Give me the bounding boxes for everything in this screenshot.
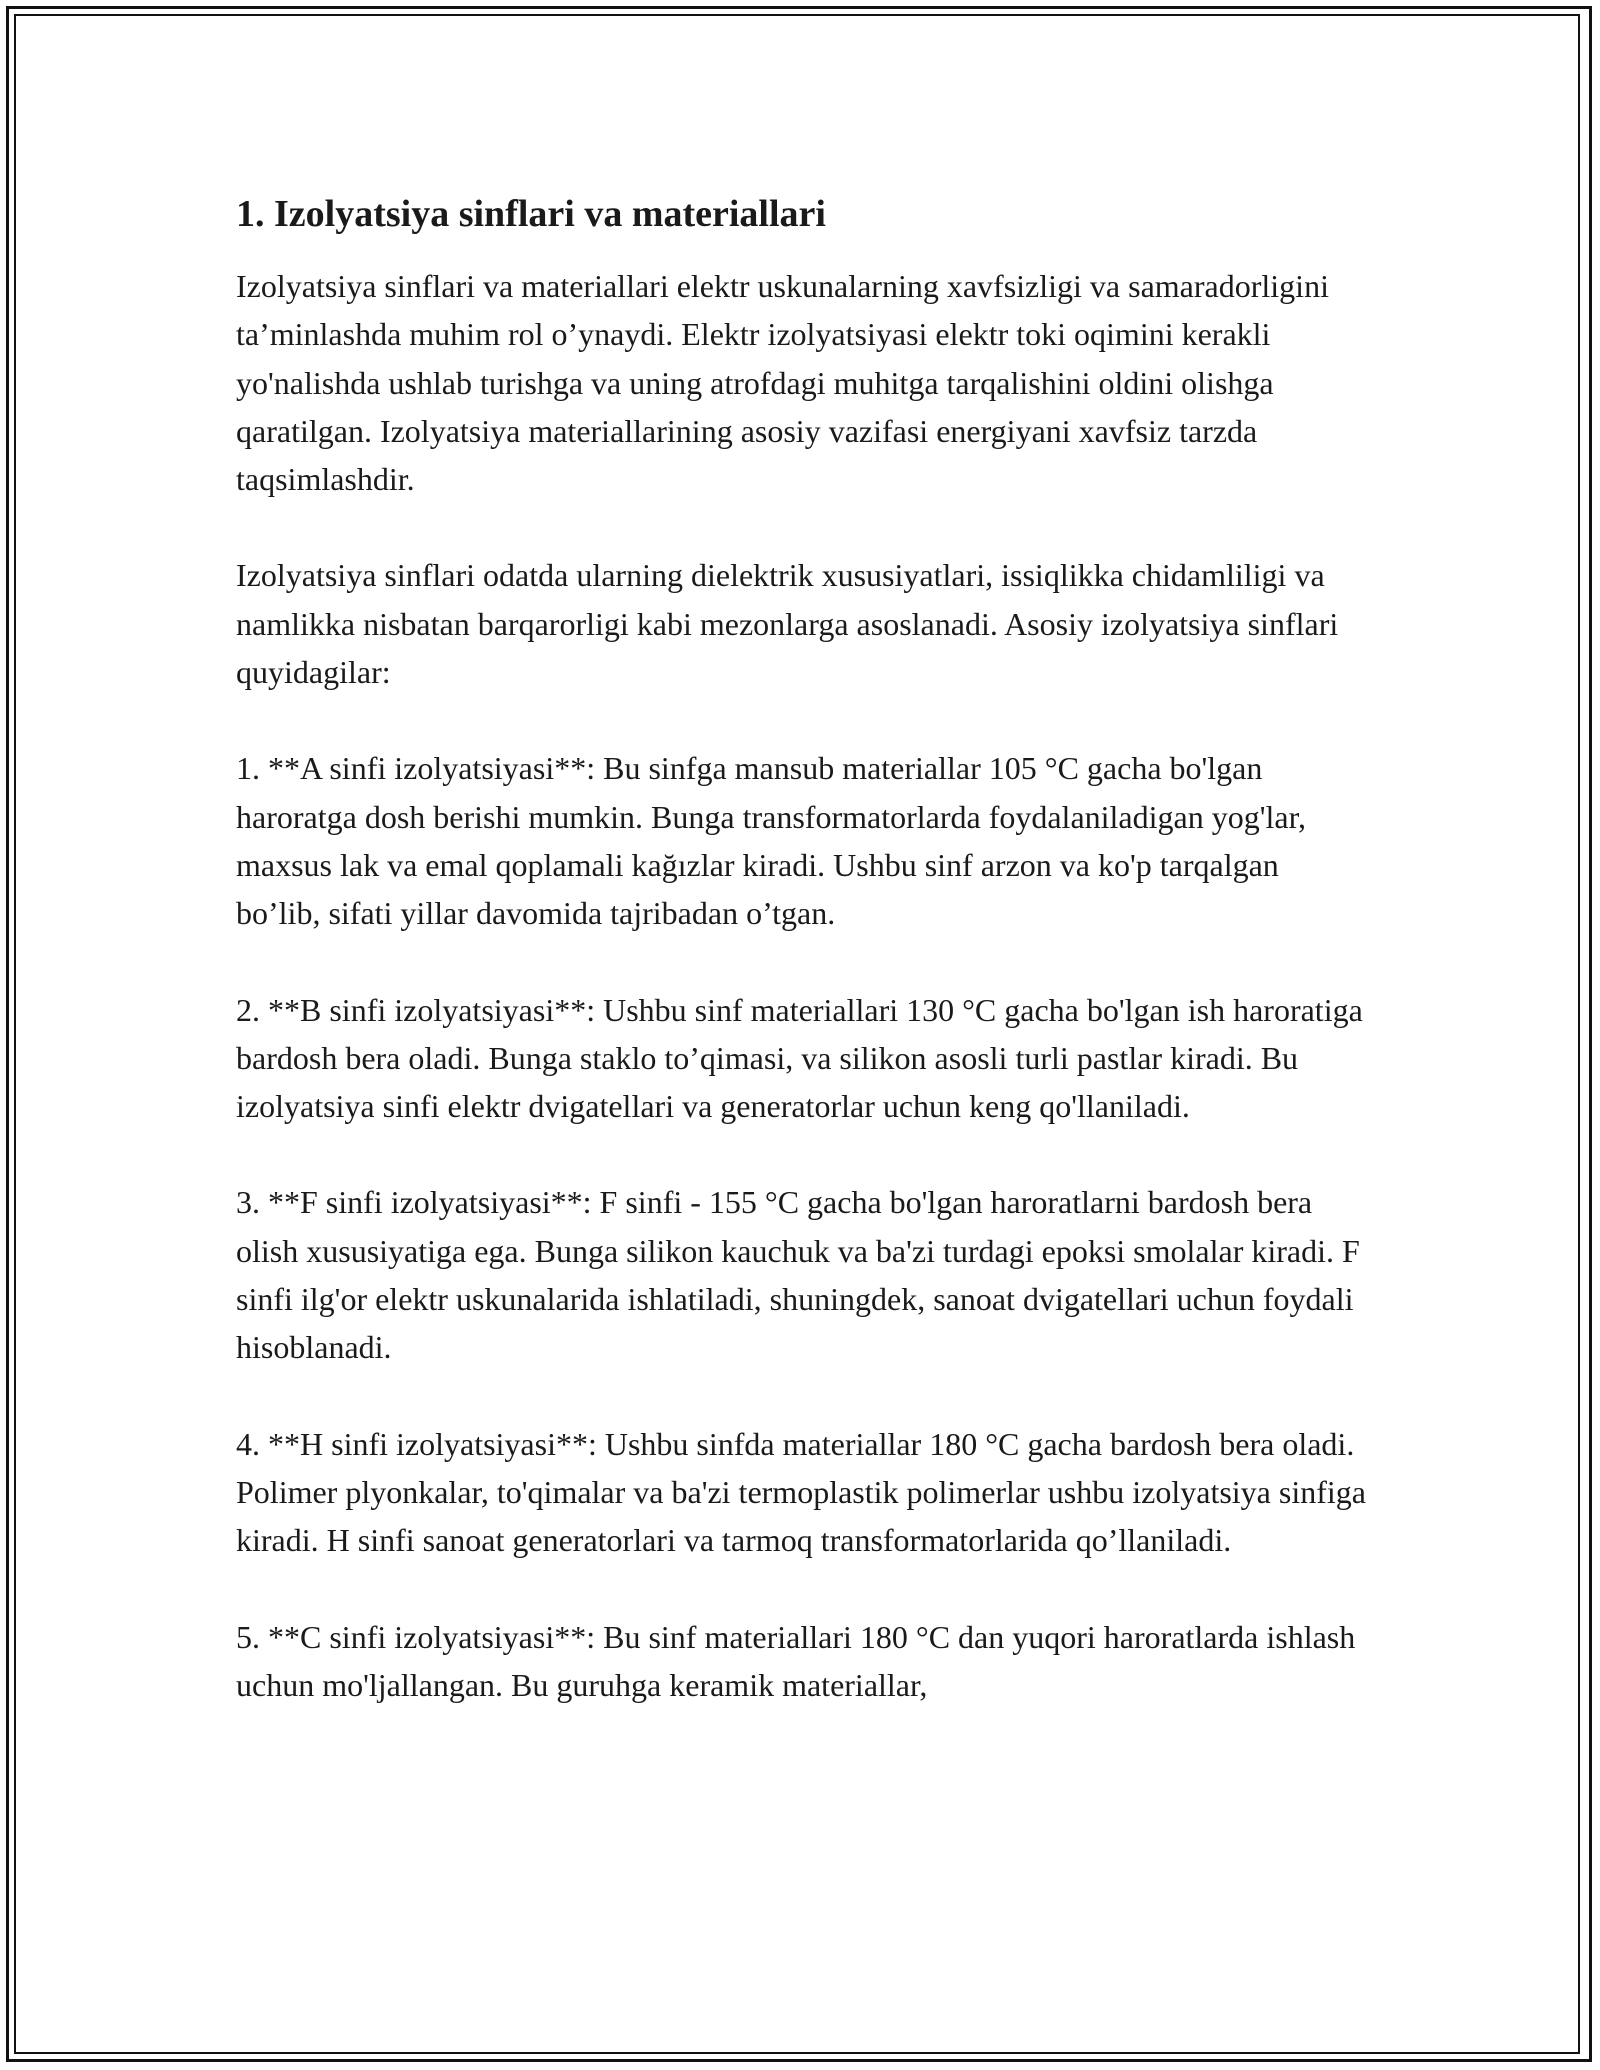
document-body [236,186,1366,1757]
class-f-paragraph: 3. **F sinfi izolyatsiyasi**: F sinfi - 155 °C gacha bo'lgan haroratlarni bardosh bera olish xususiyatiga ega. Bunga silikon kauchuk va ba'zi turdagi epoksi smolalar kiradi. F sinfi ilg'or elektr uskunalarida ishlatiladi, shuningdek, sanoat dvigatellari uchun foydali hisoblanadi. [236,1184,1360,1366]
class-c-paragraph: 5. **C sinfi izolyatsiyasi**: Bu sinf materiallari 180 °C dan yuqori haroratlarda ishlash uchun mo'ljallangan. Bu guruhga keramik materiallar, [236,1618,1356,1703]
classes-intro-paragraph: Izolyatsiya sinflari odatda ularning dielektrik xususiyatlari, issiqlikka chidamliligi va namlikka nisbatan barqarorligi kabi mezonlarga asoslanadi. Asosiy izolyatsiya sinflari quyidagilar: [236,557,1339,691]
class-h-paragraph: 4. **H sinfi izolyatsiyasi**: Ushbu sinfda materiallar 180 °C gacha bardosh bera oladi. Polimer plyonkalar, to'qimalar va ba'zi termoplastik polimerlar ushbu izolyatsiya sinfiga kiradi. H sinfi sanoat generatorlari va tarmoq transformatorlarida qo’llaniladi. [236,1425,1366,1559]
section-heading: 1. Izolyatsiya sinflari va materiallari [236,193,826,235]
class-b-paragraph: 2. **B sinfi izolyatsiyasi**: Ushbu sinf materiallari 130 °C gacha bo'lgan ish haroratiga bardosh bera oladi. Bunga staklo to’qimasi, va silikon asosli turli pastlar kiradi. Bu izolyatsiya sinfi elektr dvigatellari va generatorlar uchun keng qo'llaniladi. [236,991,1363,1125]
intro-paragraph: Izolyatsiya sinflari va materiallari elektr uskunalarning xavfsizligi va samaradorligini ta’minlashda muhim rol o’ynaydi. Elektr izolyatsiyasi elektr toki oqimini kerakli yo'nalishda ushlab turishga va uning atrofdagi muhitga tarqalishini oldini olishga qaratilgan. Izolyatsiya materiallarining asosiy vazifasi energiyani xavfsiz tarzda taqsimlashdir. [236,268,1329,498]
class-a-paragraph: 1. **A sinfi izolyatsiyasi**: Bu sinfga mansub materiallar 105 °C gacha bo'lgan haroratga dosh berishi mumkin. Bunga transformatorlarda foydalaniladigan yog'lar, maxsus lak va emal qoplamali kağızlar kiradi. Ushbu sinf arzon va ko'p tarqalgan bo’lib, sifati yillar davomida tajribadan o’tgan. [236,750,1306,932]
